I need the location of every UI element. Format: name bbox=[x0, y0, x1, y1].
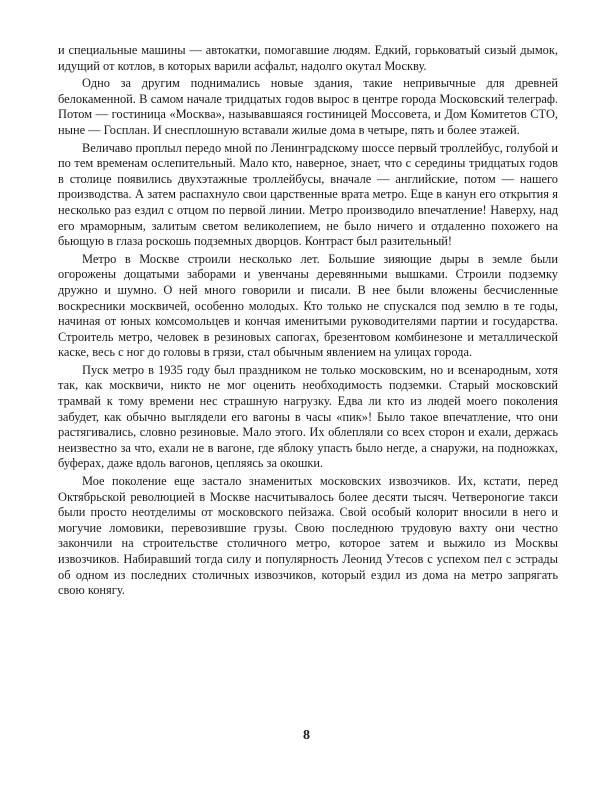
paragraph-new-buildings: Одно за другим поднимались новые здания, такие непривычные для древней белокаменной. В самом начале тридцатых годов вырос в центре города Московский телеграф. Потом — гостиница «Москва», называвшаяся гостиницей Моссовета, и Дом Комитетов СТО, ныне — Госплан. И снесплошную вставали жилые дома в четыре, пять и более этажей. bbox=[58, 76, 558, 137]
paragraph-trolleybus-metro: Величаво проплыл передо мной по Ленинградскому шоссе первый троллейбус, голубой и по тем временам ослепительный. Мало кто, наверное, знает, что с середины тридцатых годов в столице появились двухэтажные троллейбусы, вначале — английские, потом — нашего производства. А затем распахнуло свои царственные врата метро. Еще в канун его открытия я несколько раз ездил с отцом по первой линии. Метро производило впечатление! Наверху, над его мраморным, залитым светом великолепием, не было ничего и отдаленно похожего на бьющую в глаза роскошь подземных дворцов. Контраст был разительный! bbox=[58, 140, 558, 249]
paragraph-metro-launch: Пуск метро в 1935 году был праздником не только московским, но и всенародным, хотя так, как москвичи, никто не мог оценить необходимость подземки. Старый московский трамвай к тому времени нес страшную нагрузку. Едва ли кто из людей моего поколения забудет, как обычно выглядели его вагоны в часы «пик»! Было такое впечатление, что они растягивались, словно резиновые. Мало этого. Их облепляли со всех сторон и ехали, держась неизвестно за что, ехали не в вагоне, где яблоку упасть было негде, а снаружи, на подножках, буферах, даже вдоль вагонов, цепляясь за окошки. bbox=[58, 362, 558, 471]
body-text bbox=[58, 43, 558, 599]
paragraph-metro-construction: Метро в Москве строили несколько лет. Большие зияющие дыры в земле были огорожены дощатыми заборами и увенчаны деревянными вышками. Строили подземку дружно и шумно. О ней много говорили и писали. В нее были вложены бесчисленные воскресники москвичей, особенно молодых. Кто только не спускался под землю в те годы, начиная от юных комсомольцев и кончая именитыми руководителями партии и государства. Строитель метро, человек в резиновых сапогах, брезентовом комбинезоне и металлической каске, весь с ног до головы в грязи, стал обычным явлением на улицах города. bbox=[58, 251, 558, 360]
paragraph-continuation: и специальные машины — автокатки, помогавшие людям. Едкий, горьковатый сизый дымок, идущий от котлов, в которых варили асфальт, надолго окутал Москву. bbox=[58, 43, 558, 73]
page-number: 8 bbox=[303, 728, 310, 743]
paragraph-cabmen: Мое поколение еще застало знаменитых московских извозчиков. Их, кстати, перед Октябрьской революцией в Москве насчитывалось более десяти тысяч. Четвероногие такси были просто неотделимы от московского пейзажа. Свой особый колорит вносили в него и могучие ломовики, перевозившие грузы. Свою последнюю трудовую вахту они честно закончили на строительстве столичного метро, которое затем и выжило из Москвы извозчиков. Набиравший тогда силу и популярность Леонид Утесов с успехом пел с эстрады об одном из последних столичных извозчиков, который ездил из дома на метро запрягать свою конягу. bbox=[58, 474, 558, 598]
